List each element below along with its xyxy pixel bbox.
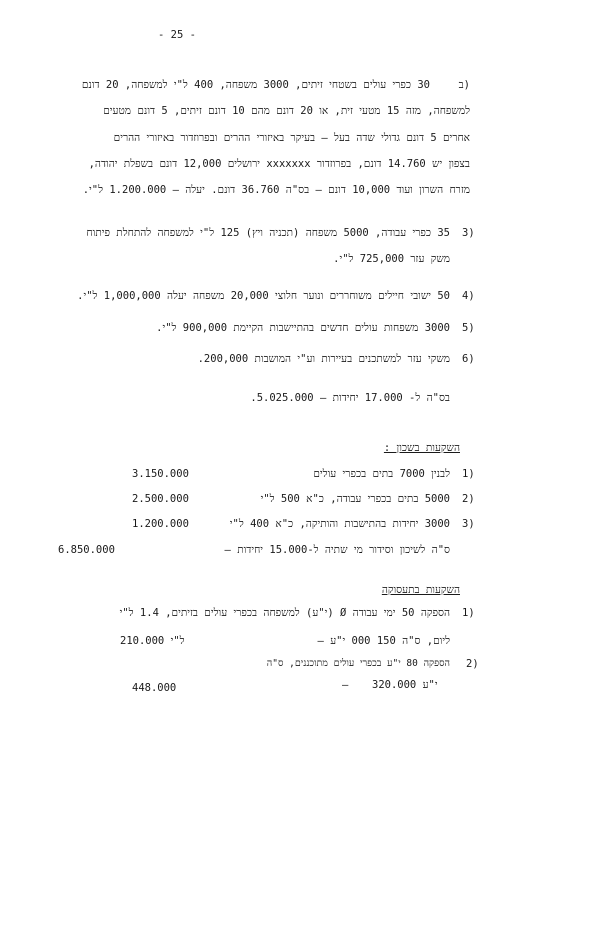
employment-row-2-dash: – — [342, 679, 349, 691]
employment-row-2-amount: 448.000 — [132, 682, 177, 694]
employment-row-2-number: 2) — [466, 658, 479, 670]
housing-total-amount: 6.850.000 — [58, 544, 115, 556]
summary-line: בס"ה ל- 17.000 יחידות – 5.025.000. — [250, 392, 450, 404]
section-b-line-1: 30 כפרי עולים בשטחי זיתים, 3000 משפחה, 400 ל"י למשפחה, 20 דונם — [81, 79, 430, 91]
housing-row-2-number: 2) — [462, 493, 475, 505]
item-6-line-1: משקי עזר למשתכנים בעיירות וע"י המושבות 200,000. — [197, 353, 450, 365]
housing-total-text: ס"ה לשיכון וסידור מי שתיה ל-15.000 יחידות – — [224, 544, 450, 556]
housing-row-1-number: 1) — [462, 468, 475, 480]
section-b-marker: ב) — [458, 79, 470, 91]
item-4-number: 4) — [462, 290, 475, 302]
housing-row-3-text: 3000 יחידות בהתישבות והותיקה, כ"א 400 ל"י — [229, 518, 450, 530]
item-4-line-1: 50 ישובי חיילים משוחררים ונוער חלוצי 20,000 משפחה יעלה 1,000,000 ל"י. — [77, 290, 450, 302]
employment-heading: השקעות בתעסוקה — [381, 584, 460, 596]
item-3-line-2: משק עזר 725,000 ל"י. — [333, 253, 450, 265]
employment-row-1-number: 1) — [462, 607, 475, 619]
employment-row-1-line-1: הספקה 50 ימי עבודה Ø (י"ע) למשפחה בכפרי עולים בזיתים, 1.4 ל"י — [119, 607, 450, 619]
page-number: - 25 - — [158, 29, 196, 41]
housing-row-3-number: 3) — [462, 518, 475, 530]
housing-row-2-text: 5000 בתים בכפרי עבודה, כ"א 500 ל"י — [260, 493, 450, 505]
item-6-number: 6) — [462, 353, 475, 365]
employment-row-2-line-1: הספקה 80 י"ע בכפרי עולים מתוכננים, ס"ה — [266, 658, 450, 669]
item-3-line-1: 35 כפרי עבודה, 5000 משפחה (תכניה ויץ) 125 ל"י למשפחה להתחלת פיתוח — [86, 227, 450, 239]
housing-row-3-amount: 1.200.000 — [132, 518, 189, 530]
employment-row-1-line-2: ליום, ס"ה 150 000 י"ע – — [317, 635, 450, 647]
housing-heading: השקעות בשכון : — [383, 442, 460, 454]
housing-row-1-text: לבנין 7000 בתים בכפרי עולים — [313, 468, 450, 480]
section-b-line-4: בצפון יש 14.760 דונם, בפרוזדור xxxxxxx ירושלים 12,000 דונם בשפלת יהודה, — [88, 158, 470, 170]
item-3-number: 3) — [462, 227, 475, 239]
housing-row-1-amount: 3.150.000 — [132, 468, 189, 480]
item-5-number: 5) — [462, 322, 475, 334]
section-b-line-5: מזרח השרון ועוד 10,000 דונם – בס"ה 36.760 דונם. יעלה – 1.200.000 ל"י. — [82, 184, 470, 196]
employment-row-2-line-2: 320.000 י"ע — [372, 679, 438, 691]
item-5-line-1: 3000 משפחות עולים חדשים בהתיישבות הקיימת 900,000 ל"י. — [156, 322, 450, 334]
housing-row-2-amount: 2.500.000 — [132, 493, 189, 505]
employment-row-1-amount: 210.000 ל"י — [120, 635, 185, 647]
section-b-line-2: למשפחה, מזה 15 מטעי זית, או 20 דונם מהם 10 דונם זיתים, 5 דונם מטעים — [103, 105, 470, 117]
section-b-line-3: אחרים 5 דונם גדולי שדה בעל – בעיקר באיזורי ההרים ובפרוזדור באיזורי ההרים — [113, 132, 470, 144]
